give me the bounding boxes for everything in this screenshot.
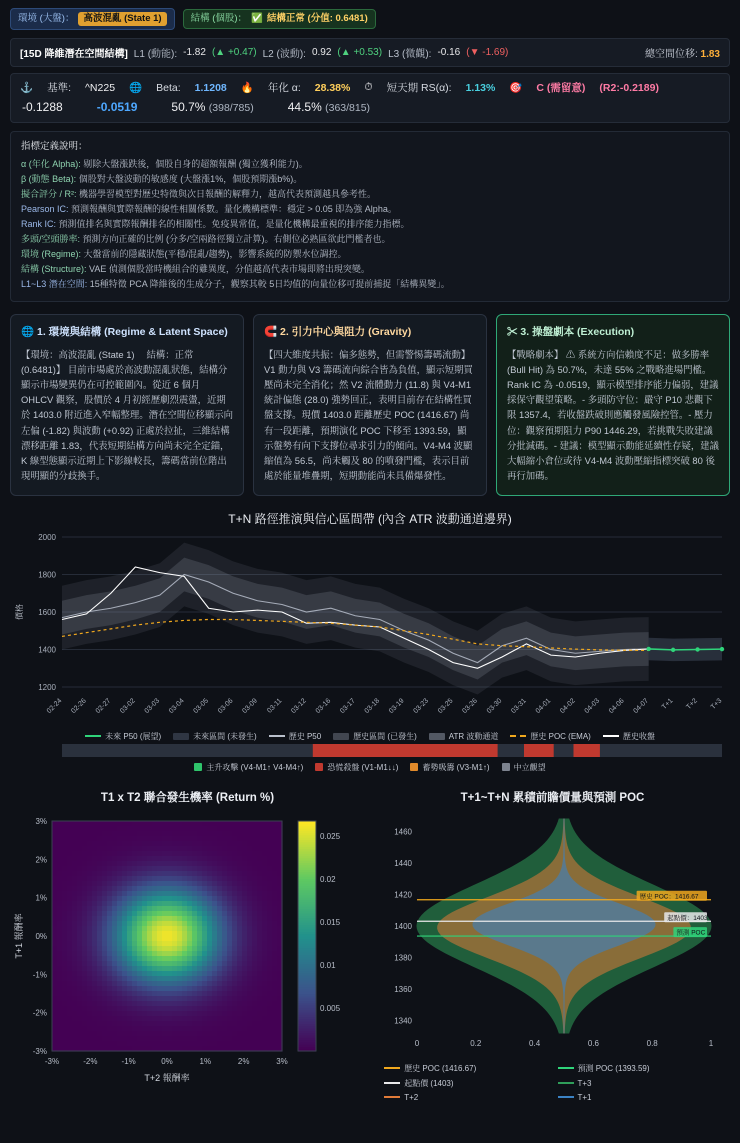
state-legend-label: 蓄勢吸籌 (V3-M1↑): [422, 762, 490, 772]
anchor-icon: ⚓: [20, 82, 34, 95]
definition-text: 15種特徵 PCA 降維後的生成分子，觀察其較 5日均值的向量位移可提前捕捉「結構異變」。: [87, 278, 450, 289]
legend-label: ATR 波動通道: [448, 731, 499, 741]
total-shift-label: 總空間位移:: [644, 49, 698, 61]
benchmark-value: ^N225: [85, 81, 116, 94]
svg-text:-1%: -1%: [32, 969, 47, 979]
bottom-charts: [10, 783, 730, 1102]
poc-legend-swatch: [384, 1082, 400, 1084]
definition-row: [21, 188, 719, 202]
svg-text:0.005: 0.005: [320, 1003, 341, 1013]
main-chart-svg: [10, 529, 730, 729]
svg-text:T+2: T+2: [685, 697, 699, 711]
regime-value: 高波混亂 (State 1): [78, 12, 166, 26]
svg-text:03-04: 03-04: [168, 697, 186, 715]
svg-text:1460: 1460: [394, 827, 412, 837]
benchmark-label: 基準:: [47, 82, 71, 95]
poc-legend-swatch: [384, 1096, 400, 1098]
legend-label: 歷史區間 (已發生): [353, 731, 417, 741]
legend-label: 未來區間 (未發生): [193, 731, 257, 741]
l2-label: L2 (波動):: [262, 49, 306, 61]
card-title: 1. 環境與結構 (Regime & Latent Space): [37, 325, 228, 338]
target-icon: 🎯: [509, 82, 523, 95]
svg-text:-2%: -2%: [83, 1056, 98, 1066]
poc-legend-label: T+3: [577, 1078, 592, 1088]
definition-row: [21, 203, 719, 217]
beta-value: 1.1208: [194, 81, 227, 94]
svg-text:02-27: 02-27: [94, 697, 113, 715]
svg-text:1380: 1380: [394, 953, 412, 963]
state-legend-swatch: [194, 763, 202, 771]
definition-row: [21, 278, 719, 292]
svg-text:1420: 1420: [394, 890, 412, 900]
definition-text: 剔除大盤漲跌後，個股自身的超額報酬 (獨立獲利能力)。: [80, 159, 308, 170]
l3-value: -0.16: [437, 47, 461, 59]
svg-text:0.8: 0.8: [646, 1038, 658, 1048]
svg-text:03-03: 03-03: [143, 697, 162, 715]
legend-swatch: [85, 735, 101, 737]
poc-legend-item: [384, 1078, 547, 1089]
svg-text:04-07: 04-07: [632, 697, 651, 715]
svg-text:03-05: 03-05: [192, 697, 211, 715]
poc-chart-svg: [375, 809, 725, 1059]
poc-legend-label: 預測 POC (1393.59): [577, 1063, 650, 1073]
poc-title: T+1~T+N 累積前瞻價量與預測 POC: [460, 791, 645, 804]
definition-row: [21, 263, 719, 277]
legend-swatch: [333, 733, 349, 740]
poc-chart-legend: [375, 1063, 730, 1102]
svg-text:2%: 2%: [237, 1056, 250, 1066]
svg-text:3%: 3%: [276, 1056, 288, 1066]
metric-value-1: -0.0519: [96, 100, 138, 115]
svg-text:04-01: 04-01: [534, 697, 553, 715]
svg-text:起點價：1403: 起點價：1403: [667, 914, 708, 922]
legend-item: [85, 731, 161, 742]
svg-text:2000: 2000: [38, 532, 56, 542]
scissors-icon: ✂: [507, 325, 518, 338]
fire-icon: 🔥: [240, 82, 254, 95]
svg-text:1360: 1360: [394, 984, 412, 994]
svg-text:T+3: T+3: [709, 697, 724, 711]
svg-text:T+1: T+1: [660, 697, 675, 711]
svg-text:1600: 1600: [38, 607, 56, 617]
state-legend-item: [410, 762, 489, 773]
poc-legend-item: [384, 1063, 547, 1074]
total-shift-value: 1.83: [700, 49, 720, 61]
svg-text:1%: 1%: [199, 1056, 212, 1066]
state-bar-svg: [10, 742, 730, 760]
confidence-label: C (需留意): [536, 82, 586, 95]
svg-text:03-16: 03-16: [314, 697, 333, 715]
definition-text: 預測方向正確的比例 (分多/空兩路徑獨立計算)。右側位必熟區欲此門檻者也。: [80, 233, 391, 244]
poc-legend-swatch: [558, 1067, 574, 1069]
latent-title: [15D 降維潛在空間結構]: [20, 49, 128, 61]
definition-text: VAE 偵測個股當時機組合的雞異度，分值越高代表市場即將出現突變。: [86, 263, 370, 274]
state-bar-legend: [10, 762, 730, 773]
svg-text:-2%: -2%: [32, 1008, 47, 1018]
card-body: 【環境：高波混亂 (State 1) 結構：正常 (0.6481)】 目前市場處於高波動混亂狀態，結構分顯示市場變異仍在可控範圍內。從近 6 個月 OHLCV 觀察，股價於 4 月初經歷劇烈震盪，近期於 1403.0 附近進入窄幅整理。潛在空間位移顯示向左偏 (-1.82) 與波動 (+0.92) 正處於拉扯，三維結構漂移距離 1.83，代表短期結構方向尚未完全定錨，K 線型態顯示近期上下影線較長，籌碼當前位階出現明顯的分歧換手。: [21, 348, 234, 482]
regime-label: 環境 (大盤)：: [18, 13, 75, 24]
svg-text:1200: 1200: [38, 682, 56, 692]
definition-key: α (年化 Alpha):: [21, 159, 81, 170]
metrics-panel: [10, 73, 730, 123]
svg-text:1%: 1%: [35, 893, 47, 903]
svg-text:0: 0: [414, 1038, 420, 1048]
svg-text:預測 POC: 預測 POC: [676, 929, 706, 937]
analysis-cards: [10, 314, 730, 496]
poc-legend-item: [558, 1093, 721, 1102]
definition-key: Pearson IC:: [21, 203, 69, 214]
state-legend-item: [315, 762, 398, 773]
poc-legend-swatch: [558, 1096, 574, 1098]
svg-text:02-24: 02-24: [45, 697, 64, 715]
definition-key: L1~L3 潛在空間:: [21, 278, 88, 289]
svg-text:03-12: 03-12: [290, 697, 308, 715]
state-legend-swatch: [315, 763, 323, 771]
svg-text:03-30: 03-30: [485, 697, 504, 715]
svg-text:03-11: 03-11: [266, 697, 284, 715]
l1-label: L1 (動能):: [133, 49, 178, 61]
svg-text:03-26: 03-26: [461, 697, 479, 715]
legend-swatch: [269, 735, 285, 737]
confidence-value: (R2:-0.2189): [599, 81, 659, 94]
svg-text:1340: 1340: [394, 1016, 412, 1026]
definitions-title: 指標定義說明：: [21, 141, 88, 153]
card-gravity: [253, 314, 487, 496]
legend-swatch: [173, 733, 189, 740]
card-title: 3. 操盤劇本 (Execution): [520, 325, 635, 338]
rs-value: 1.13%: [465, 81, 496, 94]
svg-text:0.02: 0.02: [320, 874, 336, 884]
svg-text:03-31: 03-31: [510, 697, 528, 715]
definitions-panel: [10, 131, 730, 301]
definition-row: [21, 233, 719, 247]
rs-label: 短天期 RS(α):: [386, 82, 452, 95]
definition-text: 大盤當前的隱藏狀態(平穩/混亂/趨勢)，影響系統的防禦水位調控。: [81, 248, 347, 259]
svg-text:1400: 1400: [394, 921, 412, 931]
definition-key: Rank IC:: [21, 218, 57, 229]
l1-delta: ▲ +0.47: [215, 47, 254, 59]
poc-block: [375, 783, 730, 1102]
svg-text:03-19: 03-19: [388, 697, 406, 715]
svg-text:03-23: 03-23: [412, 697, 431, 715]
svg-text:-3%: -3%: [44, 1056, 60, 1066]
legend-item: [510, 731, 590, 742]
svg-text:03-17: 03-17: [339, 697, 357, 715]
svg-text:0.4: 0.4: [529, 1038, 541, 1048]
legend-swatch: [603, 735, 619, 737]
metric-value-3: 44.5%: [287, 100, 322, 115]
poc-legend-label: T+1: [577, 1092, 592, 1102]
svg-text:3%: 3%: [35, 816, 47, 826]
state-legend-label: 中立觀望: [513, 762, 546, 772]
svg-text:03-06: 03-06: [216, 697, 235, 715]
svg-text:0.2: 0.2: [470, 1038, 482, 1048]
svg-text:02-26: 02-26: [70, 697, 88, 715]
definition-key: 多頭/空頭勝率:: [21, 233, 81, 244]
svg-text:-3%: -3%: [32, 1046, 47, 1056]
latent-space-strip: [15D 降維潛在空間結構] L1 (動能): -1.82 (▲ +0.47) L2 (波動): 0.92 (▲ +0.53) L3 (微觀): -0.16 (▼ -1.69) 總空間位移: 1.83: [10, 38, 730, 67]
metric-sub-2: (398/785): [208, 102, 254, 115]
l2-delta: ▲ +0.53: [340, 47, 379, 59]
state-legend-item: [502, 762, 546, 773]
svg-text:2%: 2%: [35, 854, 47, 864]
definition-row: [21, 218, 719, 232]
definition-key: 擬合評分 / R²:: [21, 188, 77, 199]
status-badge-regime: [10, 8, 175, 30]
definition-text: 預測值排名與實際報酬排名的相關性。免疫異常值，是量化機構最重視的排序能力指標。: [56, 218, 410, 229]
definition-text: 預測報酬與實際報酬的線性相關係數。量化機構標準：穩定 > 0.05 即為強 Alpha。: [68, 203, 397, 214]
svg-text:0.6: 0.6: [587, 1038, 599, 1048]
card-execution: [496, 314, 730, 496]
status-badge-structure: [183, 9, 376, 29]
alpha-label: 年化 α:: [267, 82, 301, 95]
poc-legend-swatch: [384, 1067, 400, 1069]
svg-text:T+1 報酬率: T+1 報酬率: [14, 912, 24, 959]
svg-text:1440: 1440: [394, 858, 412, 868]
poc-legend-label: 起點價 (1403): [404, 1078, 454, 1088]
svg-text:03-25: 03-25: [436, 697, 455, 715]
definition-row: [21, 173, 719, 187]
svg-text:-1%: -1%: [121, 1056, 136, 1066]
definition-text: 機器學習模型對歷史特徵與次日報酬的解釋力，越高代表預測越具參考性。: [76, 188, 377, 199]
heatmap-title: T1 x T2 聯合發生機率 (Return %): [100, 791, 275, 804]
svg-text:04-03: 04-03: [583, 697, 602, 715]
state-legend-label: 恐慌殺盤 (V1-M1↓↓): [327, 762, 399, 772]
state-legend-item: [194, 762, 303, 773]
svg-text:0.01: 0.01: [320, 960, 336, 970]
legend-label: 歷史 P50: [288, 731, 322, 741]
metric-value-0: -0.1288: [22, 100, 63, 115]
definition-key: 結構 (Structure):: [21, 263, 87, 274]
structure-value: 結構正常 (分值: 0.6481): [266, 13, 368, 24]
svg-text:04-06: 04-06: [608, 697, 626, 715]
beta-label: Beta:: [156, 81, 181, 94]
poc-legend-item: [558, 1063, 721, 1074]
legend-item: [603, 731, 655, 742]
globe-icon: 🌐: [129, 82, 143, 95]
state-legend-label: 主升攻擊 (V4-M1↑ V4-M4↑): [206, 762, 304, 772]
definition-row: [21, 248, 719, 262]
svg-text:03-18: 03-18: [363, 697, 382, 715]
l3-delta: ▼ -1.69: [469, 47, 506, 59]
svg-text:0.025: 0.025: [320, 831, 341, 841]
definition-key: β (動態 Beta):: [21, 174, 77, 184]
heatmap-block: [10, 783, 365, 1102]
legend-swatch: [510, 735, 526, 737]
svg-text:03-02: 03-02: [119, 697, 137, 715]
svg-text:0%: 0%: [35, 931, 47, 941]
legend-label: 歷史收盤: [622, 731, 655, 741]
legend-swatch: [429, 733, 445, 740]
poc-legend-label: T+2: [404, 1092, 419, 1102]
definition-row: [21, 158, 719, 172]
main-chart-title: T+N 路徑推演與信心區間帶 (內含 ATR 波動通道邊界): [228, 511, 512, 526]
l1-value: -1.82: [183, 47, 206, 59]
alpha-value: 28.38%: [314, 81, 351, 94]
check-icon: ✅: [251, 13, 263, 24]
svg-text:歷史 POC：1416.67: 歷史 POC：1416.67: [639, 892, 699, 900]
svg-text:1800: 1800: [38, 570, 56, 580]
clock-icon: ⏱: [364, 81, 373, 94]
status-badge-row: [10, 8, 730, 30]
svg-text:0%: 0%: [161, 1056, 173, 1066]
card-body: 【戰略劇本】 ⚠ 系統方向信賴度不足：做多勝率 (Bull Hit) 為 50.7%，未達 55% 之戰略進場門檻。Rank IC 為 -0.0519，顯示模型排序能力偏弱，建議採保守觀望策略。- 多頭防守位：嚴守 P10 悲觀下限 1357.4，若收盤跌破則應觸發風險控管。- 壓力位：觀察預期阻力 P90 1446.29，若挑戰失敗建議分批減碼。- 建議：模型顯示動能延續性存疑，建議大幅縮小倉位或待 V4-M4 波動壓縮指標突破 80 後再行加碼。: [507, 348, 719, 482]
legend-item: [429, 731, 499, 742]
main-chart-panel: [10, 529, 730, 773]
legend-item: [333, 731, 417, 742]
magnet-icon: 🧲: [264, 325, 278, 338]
state-legend-swatch: [502, 763, 510, 771]
definition-text: 個股對大盤波動的敏感度 (大盤漲1%，個股預期漲b%)。: [76, 174, 303, 184]
l2-value: 0.92: [311, 47, 332, 59]
poc-legend-item: [558, 1078, 721, 1089]
legend-item: [173, 731, 257, 742]
poc-legend-label: 歷史 POC (1416.67): [404, 1063, 477, 1073]
svg-text:04-02: 04-02: [559, 697, 577, 715]
poc-legend-swatch: [558, 1082, 574, 1084]
state-legend-swatch: [410, 763, 418, 771]
structure-label: 結構 (個股)：: [190, 13, 248, 24]
svg-text:價格: 價格: [15, 603, 24, 620]
heatmap-svg: [10, 809, 360, 1089]
legend-label: 未來 P50 (展望): [105, 731, 162, 741]
l3-label: L3 (微觀):: [388, 49, 432, 61]
svg-text:03-09: 03-09: [241, 697, 259, 715]
metric-value-2: 50.7%: [171, 100, 206, 115]
card-body: 【四大維度共振：偏多態勢，但需警惕籌碼流動】 V1 動力與 V3 籌碼流向綜合皆為負值，顯示短期買壓尚未完全消化；然 V2 流體動力 (11.8) 與 V4-M1 統計偏態 (28.0) 強勢回正，表明目前存在結構性買盤支撐。現價 1403.0 距離歷史 POC (1416.67) 尚有一段距離，預期演化 POC 下移至 1393.59，顯示盤勢有向下支撐位尋求引力的傾向。V4-M4 波顯縮值為 56.5，尚未觸及 80 的噴發門檻，表示目前處於能量堆疊期，短期動能尚未具備爆發性。: [264, 348, 473, 482]
main-chart-legend: [10, 731, 730, 742]
legend-item: [269, 731, 321, 742]
card-regime-latent: [10, 314, 244, 496]
svg-text:0.015: 0.015: [320, 917, 341, 927]
legend-label: 歷史 POC (EMA): [530, 731, 591, 741]
globe-icon: 🌐: [21, 325, 35, 338]
metric-sub-3: (363/815): [325, 102, 371, 115]
card-title: 2. 引力中心與阻力 (Gravity): [280, 325, 412, 338]
svg-text:T+2 報酬率: T+2 報酬率: [144, 1072, 190, 1083]
definition-key: 環境 (Regime):: [21, 248, 82, 259]
svg-text:1: 1: [708, 1038, 714, 1048]
poc-legend-item: [384, 1093, 547, 1102]
svg-text:1400: 1400: [38, 645, 56, 655]
